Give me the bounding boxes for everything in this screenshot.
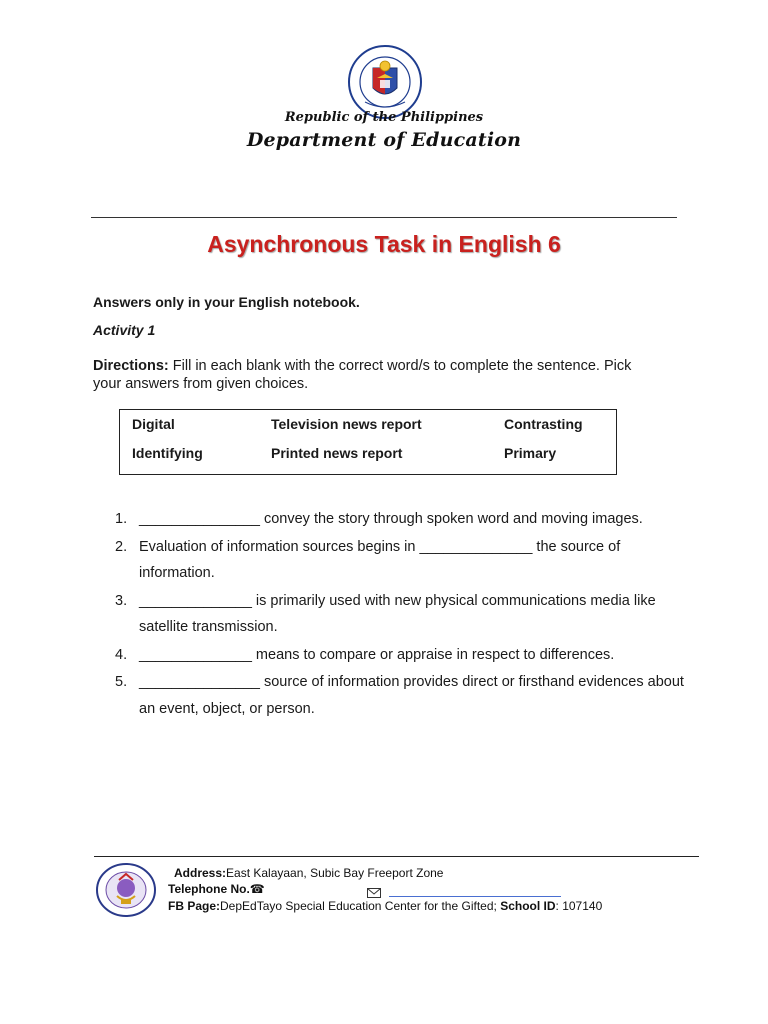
header-divider [91,217,677,218]
item-text: _______________ source of information provides direct or firsthand evidences about an event, object, or person. [139,674,684,717]
choice-item: Identifying [132,445,203,461]
choice-item: Printed news report [271,445,403,461]
telephone-label: Telephone No. [168,882,250,896]
list-item [115,506,695,533]
school-id-value: : 107140 [555,899,603,913]
list-item [115,588,695,641]
item-number: 1. [115,511,128,527]
choices-box [119,409,617,475]
email-link[interactable] [389,896,561,897]
deped-seal [347,44,423,120]
footer-divider [94,856,699,857]
address-value: East Kalayaan, Subic Bay Freeport Zone [226,866,444,880]
envelope-icon [367,883,381,893]
item-text: ______________ means to compare or appraise in respect to differences. [139,646,615,663]
directions-label: Directions: [93,358,169,374]
page-title: Asynchronous Task in English 6 [207,231,561,257]
item-number: 4. [115,646,128,663]
choice-item: Contrasting [504,416,583,432]
footer-fb-page [168,899,602,913]
school-seal [95,862,157,918]
footer-address [174,866,443,880]
item-text: Evaluation of information sources begins in ______________ the source of information. [139,538,621,581]
item-number: 3. [115,592,128,609]
department-heading: Department of Education [246,129,522,151]
footer-telephone [168,882,265,896]
list-item [115,669,695,722]
item-text: _______________ convey the story through spoken word and moving images. [139,511,643,527]
directions-text: Fill in each blank with the correct word/s to complete the sentence. Pick your answers from given choices. [93,358,632,392]
republic-heading: Republic of the Philippines [284,110,484,125]
activity-label: Activity 1 [93,322,156,338]
choice-item: Television news report [271,416,422,432]
choice-item: Primary [504,445,557,461]
fb-label: FB Page: [168,899,221,913]
address-label: Address: [174,866,227,880]
item-text: ______________ is primarily used with new physical communications media like satellite transmission. [139,592,656,635]
directions-paragraph [93,357,653,393]
instruction-text: Answers only in your English notebook. [93,294,360,310]
telephone-icon: ☎ [249,882,265,896]
item-number: 5. [115,674,128,690]
list-item [115,642,695,669]
item-number: 2. [115,538,128,555]
choice-item: Digital [132,416,175,432]
question-list [115,506,695,723]
fb-value: DepEdTayo Special Education Center for the Gifted; [220,899,501,913]
school-id-label: School ID [500,899,556,913]
list-item [115,534,695,587]
